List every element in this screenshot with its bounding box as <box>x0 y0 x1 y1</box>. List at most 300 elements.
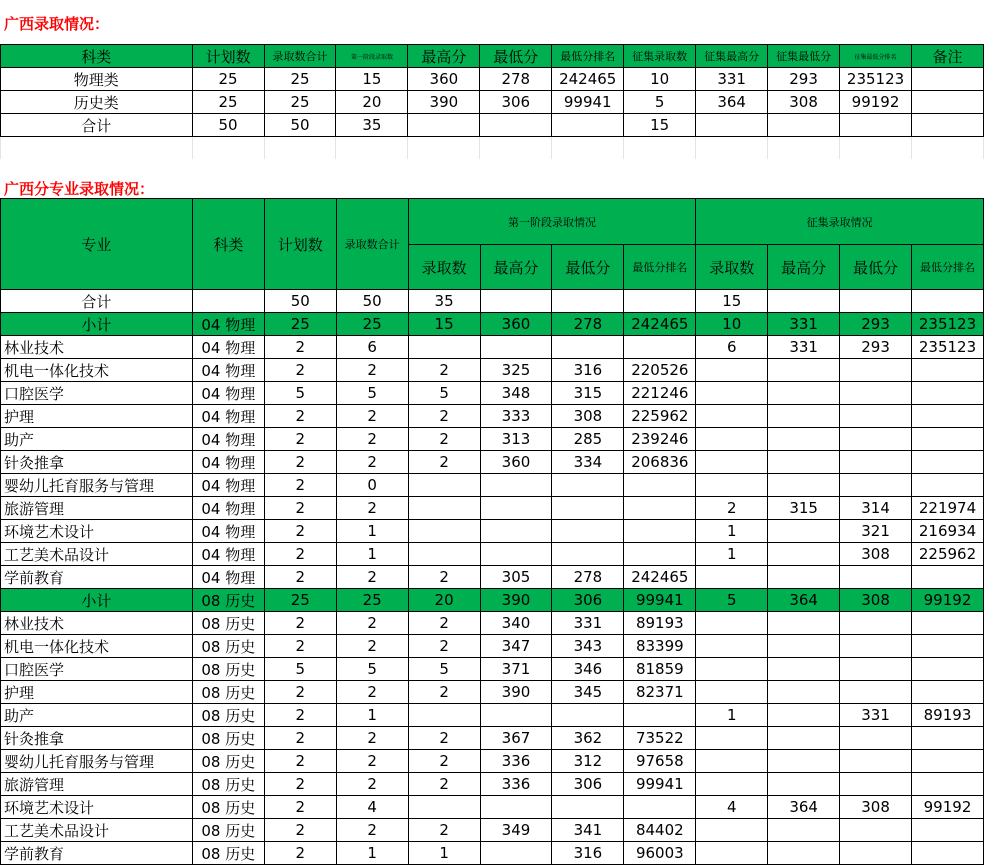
major-cell: 环境艺术设计 <box>1 796 193 819</box>
major-cell: 360 <box>480 313 552 336</box>
major-cell <box>696 773 768 796</box>
major-cell: 04 物理 <box>192 428 264 451</box>
major-cell: 5 <box>408 382 480 405</box>
major-cell: 321 <box>840 520 912 543</box>
major-cell: 305 <box>480 566 552 589</box>
major-cell: 2 <box>264 520 336 543</box>
major-cell: 25 <box>264 589 336 612</box>
major-cell <box>552 543 624 566</box>
major-cell <box>552 520 624 543</box>
summary-cell: 50 <box>264 114 336 137</box>
major-cell <box>768 566 840 589</box>
major-cell: 15 <box>696 290 768 313</box>
major-cell <box>840 773 912 796</box>
major-cell <box>840 474 912 497</box>
major-cell: 2 <box>408 612 480 635</box>
major-cell: 学前教育 <box>1 842 193 865</box>
major-cell: 362 <box>552 727 624 750</box>
major-cell: 316 <box>552 359 624 382</box>
major-cell <box>552 796 624 819</box>
summary-cell <box>552 114 624 137</box>
header-sub-cell: 最低分 <box>840 245 912 290</box>
summary-cell: 390 <box>408 91 480 114</box>
section1-title: 广西录取情况： <box>4 15 110 33</box>
major-cell: 2 <box>264 543 336 566</box>
major-cell: 336 <box>480 750 552 773</box>
major-row <box>1 566 984 589</box>
major-cell: 旅游管理 <box>1 497 193 520</box>
major-cell: 99192 <box>912 589 984 612</box>
major-cell <box>696 566 768 589</box>
major-cell <box>912 681 984 704</box>
major-cell: 5 <box>264 658 336 681</box>
major-cell <box>840 290 912 313</box>
major-cell <box>912 773 984 796</box>
major-cell: 0 <box>336 474 408 497</box>
major-cell: 1 <box>696 520 768 543</box>
major-cell: 97658 <box>624 750 696 773</box>
major-cell: 315 <box>768 497 840 520</box>
major-cell: 364 <box>768 796 840 819</box>
major-cell: 6 <box>336 336 408 359</box>
summary-header-cell: 最低分排名 <box>552 45 624 68</box>
subtotal-row <box>1 313 984 336</box>
major-cell: 73522 <box>624 727 696 750</box>
blank-cell <box>768 137 840 160</box>
major-cell: 82371 <box>624 681 696 704</box>
major-cell: 221974 <box>912 497 984 520</box>
major-cell <box>840 727 912 750</box>
major-cell <box>480 796 552 819</box>
major-cell: 口腔医学 <box>1 658 193 681</box>
major-cell: 04 物理 <box>192 474 264 497</box>
major-cell: 348 <box>480 382 552 405</box>
major-cell <box>552 704 624 727</box>
major-cell: 04 物理 <box>192 497 264 520</box>
major-cell: 2 <box>408 405 480 428</box>
summary-cell: 235123 <box>840 68 912 91</box>
header-row-top <box>1 199 984 245</box>
major-cell <box>480 842 552 865</box>
major-cell: 89193 <box>624 612 696 635</box>
major-cell: 2 <box>408 566 480 589</box>
major-cell <box>480 497 552 520</box>
major-cell: 2 <box>336 727 408 750</box>
summary-cell: 308 <box>768 91 840 114</box>
major-row <box>1 359 984 382</box>
summary-cell: 35 <box>336 114 408 137</box>
summary-cell: 25 <box>192 68 264 91</box>
major-cell <box>696 359 768 382</box>
major-cell <box>696 451 768 474</box>
major-cell <box>768 681 840 704</box>
major-cell <box>696 750 768 773</box>
major-cell: 315 <box>552 382 624 405</box>
major-row <box>1 612 984 635</box>
major-cell: 08 历史 <box>192 658 264 681</box>
major-cell: 20 <box>408 589 480 612</box>
blank-cell <box>264 137 336 160</box>
major-cell: 04 物理 <box>192 543 264 566</box>
major-cell <box>912 428 984 451</box>
major-cell: 81859 <box>624 658 696 681</box>
major-cell: 308 <box>552 405 624 428</box>
major-cell <box>768 612 840 635</box>
major-cell: 206836 <box>624 451 696 474</box>
major-row <box>1 704 984 727</box>
major-cell: 2 <box>264 750 336 773</box>
major-cell: 10 <box>696 313 768 336</box>
major-cell: 220526 <box>624 359 696 382</box>
major-cell: 50 <box>336 290 408 313</box>
major-cell: 工艺美术品设计 <box>1 543 193 566</box>
major-cell <box>480 474 552 497</box>
major-cell: 2 <box>264 819 336 842</box>
major-cell: 2 <box>336 819 408 842</box>
total-row <box>1 290 984 313</box>
major-cell: 25 <box>336 589 408 612</box>
major-cell <box>912 359 984 382</box>
major-cell: 50 <box>264 290 336 313</box>
major-row <box>1 451 984 474</box>
major-cell: 225962 <box>624 405 696 428</box>
major-cell <box>912 405 984 428</box>
major-cell: 306 <box>552 773 624 796</box>
major-row <box>1 336 984 359</box>
major-cell <box>624 543 696 566</box>
summary-header-cell: 第一阶段录取数 <box>336 45 408 68</box>
major-cell: 2 <box>336 497 408 520</box>
major-cell: 216934 <box>912 520 984 543</box>
major-cell <box>912 819 984 842</box>
major-cell: 08 历史 <box>192 704 264 727</box>
major-cell: 04 物理 <box>192 336 264 359</box>
major-cell <box>912 290 984 313</box>
major-cell <box>408 497 480 520</box>
major-row <box>1 681 984 704</box>
summary-cell: 25 <box>264 91 336 114</box>
major-cell: 助产 <box>1 704 193 727</box>
major-cell: 2 <box>408 451 480 474</box>
major-cell <box>696 635 768 658</box>
major-cell: 林业技术 <box>1 612 193 635</box>
major-cell: 99192 <box>912 796 984 819</box>
major-cell <box>912 635 984 658</box>
major-cell: 合计 <box>1 290 193 313</box>
major-cell: 2 <box>336 612 408 635</box>
major-cell: 2 <box>336 405 408 428</box>
major-cell: 2 <box>264 796 336 819</box>
major-cell: 346 <box>552 658 624 681</box>
major-cell: 313 <box>480 428 552 451</box>
major-cell: 5 <box>336 658 408 681</box>
major-cell: 96003 <box>624 842 696 865</box>
summary-cell: 25 <box>264 68 336 91</box>
major-cell <box>768 750 840 773</box>
major-cell <box>624 796 696 819</box>
major-cell: 242465 <box>624 313 696 336</box>
major-cell: 2 <box>264 451 336 474</box>
major-cell: 312 <box>552 750 624 773</box>
major-cell: 2 <box>336 451 408 474</box>
major-cell: 293 <box>840 313 912 336</box>
major-cell: 助产 <box>1 428 193 451</box>
summary-cell <box>912 91 984 114</box>
major-cell: 2 <box>336 566 408 589</box>
major-cell: 2 <box>336 635 408 658</box>
major-cell <box>912 474 984 497</box>
major-cell: 83399 <box>624 635 696 658</box>
major-cell: 336 <box>480 773 552 796</box>
major-cell: 08 历史 <box>192 681 264 704</box>
major-cell: 1 <box>336 842 408 865</box>
major-cell: 349 <box>480 819 552 842</box>
summary-cell: 306 <box>480 91 552 114</box>
major-cell <box>768 635 840 658</box>
major-cell <box>840 359 912 382</box>
major-cell: 15 <box>408 313 480 336</box>
blank-cell <box>336 137 408 160</box>
major-cell: 347 <box>480 635 552 658</box>
major-cell: 08 历史 <box>192 842 264 865</box>
major-cell: 334 <box>552 451 624 474</box>
major-cell <box>480 290 552 313</box>
blank-cell <box>1 137 193 160</box>
major-cell: 345 <box>552 681 624 704</box>
header-sub-cell: 录取数 <box>408 245 480 290</box>
summary-header-cell: 征集最高分 <box>696 45 768 68</box>
major-cell <box>768 842 840 865</box>
major-cell <box>912 842 984 865</box>
major-cell: 2 <box>264 612 336 635</box>
major-cell <box>840 405 912 428</box>
major-cell: 2 <box>408 750 480 773</box>
summary-cell: 25 <box>192 91 264 114</box>
blank-cell <box>408 137 480 160</box>
major-cell <box>768 520 840 543</box>
summary-cell <box>696 114 768 137</box>
major-cell: 04 物理 <box>192 382 264 405</box>
summary-row <box>1 68 984 91</box>
major-cell <box>552 336 624 359</box>
major-cell: 314 <box>840 497 912 520</box>
major-cell <box>696 727 768 750</box>
major-cell: 1 <box>336 520 408 543</box>
major-cell: 306 <box>552 589 624 612</box>
major-cell: 2 <box>264 359 336 382</box>
header-supplementary: 征集录取情况 <box>696 199 984 245</box>
major-cell <box>408 474 480 497</box>
blank-cell <box>696 137 768 160</box>
blank-cell <box>840 137 912 160</box>
major-row <box>1 428 984 451</box>
major-cell: 331 <box>840 704 912 727</box>
major-cell <box>840 566 912 589</box>
major-cell: 小计 <box>1 313 193 336</box>
major-cell: 2 <box>336 681 408 704</box>
major-cell: 221246 <box>624 382 696 405</box>
major-cell: 旅游管理 <box>1 773 193 796</box>
major-cell <box>912 566 984 589</box>
major-row <box>1 474 984 497</box>
summary-header-cell: 备注 <box>912 45 984 68</box>
summary-cell: 物理类 <box>1 68 193 91</box>
major-row <box>1 750 984 773</box>
major-cell: 机电一体化技术 <box>1 635 193 658</box>
major-cell: 婴幼儿托育服务与管理 <box>1 750 193 773</box>
major-cell: 2 <box>264 474 336 497</box>
major-cell: 316 <box>552 842 624 865</box>
summary-cell: 293 <box>768 68 840 91</box>
header-plan: 计划数 <box>264 199 336 290</box>
major-cell: 5 <box>336 382 408 405</box>
major-cell: 08 历史 <box>192 635 264 658</box>
major-cell: 2 <box>264 428 336 451</box>
major-cell: 2 <box>408 359 480 382</box>
major-cell <box>696 382 768 405</box>
major-cell <box>912 727 984 750</box>
major-cell <box>696 428 768 451</box>
major-row <box>1 543 984 566</box>
summary-cell <box>768 114 840 137</box>
major-cell: 2 <box>264 566 336 589</box>
major-cell <box>768 359 840 382</box>
summary-cell <box>912 114 984 137</box>
blank-cell <box>480 137 552 160</box>
major-cell: 235123 <box>912 313 984 336</box>
major-cell <box>696 405 768 428</box>
major-cell: 婴幼儿托育服务与管理 <box>1 474 193 497</box>
major-cell: 360 <box>480 451 552 474</box>
summary-cell: 历史类 <box>1 91 193 114</box>
major-cell: 林业技术 <box>1 336 193 359</box>
summary-cell <box>840 114 912 137</box>
header-sub-cell: 最低分排名 <box>624 245 696 290</box>
major-admission-table <box>0 198 984 865</box>
major-cell <box>840 382 912 405</box>
major-cell: 5 <box>696 589 768 612</box>
major-cell: 278 <box>552 313 624 336</box>
header-major: 专业 <box>1 199 193 290</box>
major-cell: 2 <box>408 428 480 451</box>
major-cell <box>768 451 840 474</box>
header-sub-cell: 最低分 <box>552 245 624 290</box>
major-cell: 08 历史 <box>192 612 264 635</box>
summary-header-cell: 计划数 <box>192 45 264 68</box>
blank-cell <box>912 137 984 160</box>
major-cell: 325 <box>480 359 552 382</box>
major-cell: 331 <box>768 336 840 359</box>
major-cell: 08 历史 <box>192 727 264 750</box>
major-cell <box>552 474 624 497</box>
summary-row <box>1 91 984 114</box>
major-row <box>1 658 984 681</box>
summary-cell <box>408 114 480 137</box>
major-cell <box>480 704 552 727</box>
summary-cell: 364 <box>696 91 768 114</box>
summary-header-cell: 征集最低分 <box>768 45 840 68</box>
summary-header-cell: 最低分 <box>480 45 552 68</box>
major-cell <box>696 819 768 842</box>
major-cell <box>624 520 696 543</box>
major-cell: 08 历史 <box>192 750 264 773</box>
major-cell <box>768 474 840 497</box>
major-cell: 2 <box>408 727 480 750</box>
major-cell <box>696 474 768 497</box>
major-row <box>1 773 984 796</box>
summary-cell: 99941 <box>552 91 624 114</box>
major-cell: 285 <box>552 428 624 451</box>
major-cell: 2 <box>408 635 480 658</box>
major-cell: 390 <box>480 681 552 704</box>
major-cell: 239246 <box>624 428 696 451</box>
summary-cell: 15 <box>624 114 696 137</box>
major-cell: 343 <box>552 635 624 658</box>
major-cell <box>696 658 768 681</box>
major-cell <box>408 543 480 566</box>
major-cell <box>840 451 912 474</box>
major-cell: 331 <box>768 313 840 336</box>
major-cell: 4 <box>336 796 408 819</box>
summary-cell: 5 <box>624 91 696 114</box>
major-cell: 6 <box>696 336 768 359</box>
blank-cell <box>552 137 624 160</box>
major-cell <box>192 290 264 313</box>
major-cell: 护理 <box>1 405 193 428</box>
major-row <box>1 796 984 819</box>
major-cell <box>552 497 624 520</box>
summary-cell: 合计 <box>1 114 193 137</box>
summary-header-cell: 征集最低分排名 <box>840 45 912 68</box>
major-cell: 5 <box>408 658 480 681</box>
major-cell <box>912 658 984 681</box>
major-cell: 针灸推拿 <box>1 451 193 474</box>
major-cell: 99941 <box>624 589 696 612</box>
major-cell <box>768 704 840 727</box>
major-cell: 2 <box>408 681 480 704</box>
major-cell <box>408 520 480 543</box>
major-cell: 308 <box>840 589 912 612</box>
major-cell <box>768 428 840 451</box>
major-cell: 1 <box>696 543 768 566</box>
major-cell: 35 <box>408 290 480 313</box>
summary-header-cell: 征集录取数 <box>624 45 696 68</box>
major-cell <box>840 612 912 635</box>
major-cell <box>480 543 552 566</box>
header-sub-cell: 最低分排名 <box>912 245 984 290</box>
major-cell <box>768 819 840 842</box>
major-cell: 2 <box>336 773 408 796</box>
summary-cell <box>912 68 984 91</box>
major-cell <box>840 428 912 451</box>
major-cell: 04 物理 <box>192 313 264 336</box>
major-cell <box>840 635 912 658</box>
major-cell: 340 <box>480 612 552 635</box>
major-row <box>1 819 984 842</box>
major-cell: 08 历史 <box>192 589 264 612</box>
summary-cell: 50 <box>192 114 264 137</box>
major-cell <box>768 290 840 313</box>
major-cell: 04 物理 <box>192 451 264 474</box>
major-cell: 341 <box>552 819 624 842</box>
major-cell <box>768 658 840 681</box>
major-cell: 2 <box>264 681 336 704</box>
major-cell <box>912 451 984 474</box>
blank-row <box>1 137 984 160</box>
major-cell: 小计 <box>1 589 193 612</box>
major-cell: 89193 <box>912 704 984 727</box>
major-cell <box>768 773 840 796</box>
